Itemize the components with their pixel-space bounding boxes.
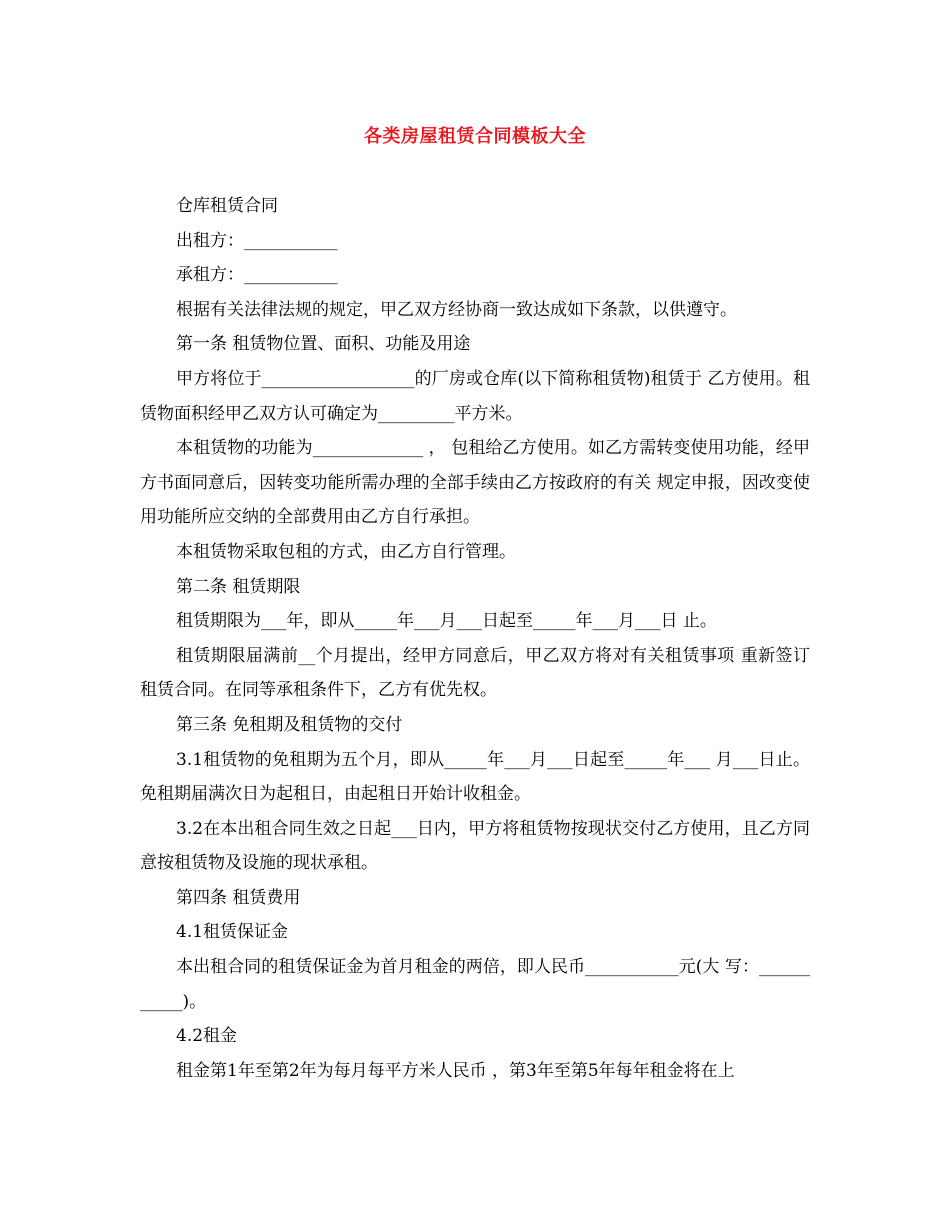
- clause-3-2: 3.2在本出租合同生效之日起___日内，甲方将租赁物按现状交付乙方使用，且乙方同意按租赁物及设施的现状承租。: [140, 818, 810, 874]
- article-2-paragraph-2: 租赁期限届满前__个月提出，经甲方同意后，甲乙双方将对有关租赁事项 重新签订租赁合同。在同等承租条件下，乙方有优先权。: [140, 645, 810, 701]
- article-2-paragraph-1: 租赁期限为___年，即从_____年___月___日起至_____年___月___日 止。: [176, 611, 717, 632]
- article-3-heading: 第三条 免租期及租赁物的交付: [176, 714, 403, 735]
- article-4-heading: 第四条 租赁费用: [176, 887, 301, 908]
- lessor-line: 出租方：___________: [176, 230, 338, 251]
- document-body: [140, 189, 810, 1088]
- clause-4-1-heading: 4.1租赁保证金: [176, 922, 289, 943]
- article-1-heading: 第一条 租赁物位置、面积、功能及用途: [176, 334, 471, 355]
- article-2-heading: 第二条 租赁期限: [176, 576, 301, 597]
- article-1-paragraph-2: 本租赁物的功能为_____________ ， 包租给乙方使用。如乙方需转变使用功能，经甲方书面同意后，因转变功能所需办理的全部手续由乙方按政府的有关 规定申报，因改变使用功能所应交纳的全部费用由乙方自行承担。: [140, 438, 810, 528]
- contract-heading: 仓库租赁合同: [176, 196, 278, 216]
- article-1-paragraph-3: 本租赁物采取包租的方式，由乙方自行管理。: [176, 541, 516, 562]
- preamble-paragraph: 根据有关法律法规的规定，甲乙双方经协商一致达成如下条款，以供遵守。: [176, 299, 737, 320]
- clause-4-1-paragraph: 本出租合同的租赁保证金为首月租金的两倍，即人民币___________元(大 写：___________)。: [140, 957, 810, 1012]
- clause-4-2-heading: 4.2租金: [176, 1026, 238, 1047]
- clause-3-1: 3.1租赁物的免租期为五个月，即从_____年___月___日起至_____年___ 月___日止。免租期届满次日为起租日，由起租日开始计收租金。: [140, 749, 810, 805]
- article-1-paragraph-1: 甲方将位于__________________的厂房或仓库(以下简称租赁物)租赁于 乙方使用。租赁物面积经甲乙双方认可确定为_________平方米。: [140, 368, 810, 424]
- lessee-line: 承租方：___________: [176, 265, 338, 286]
- page-title: 各类房屋租赁合同模板大全: [364, 126, 586, 147]
- clause-4-2-paragraph: 租金第1年至第2年为每月每平方米人民币 ，第3年至第5年每年租金将在上: [176, 1060, 735, 1081]
